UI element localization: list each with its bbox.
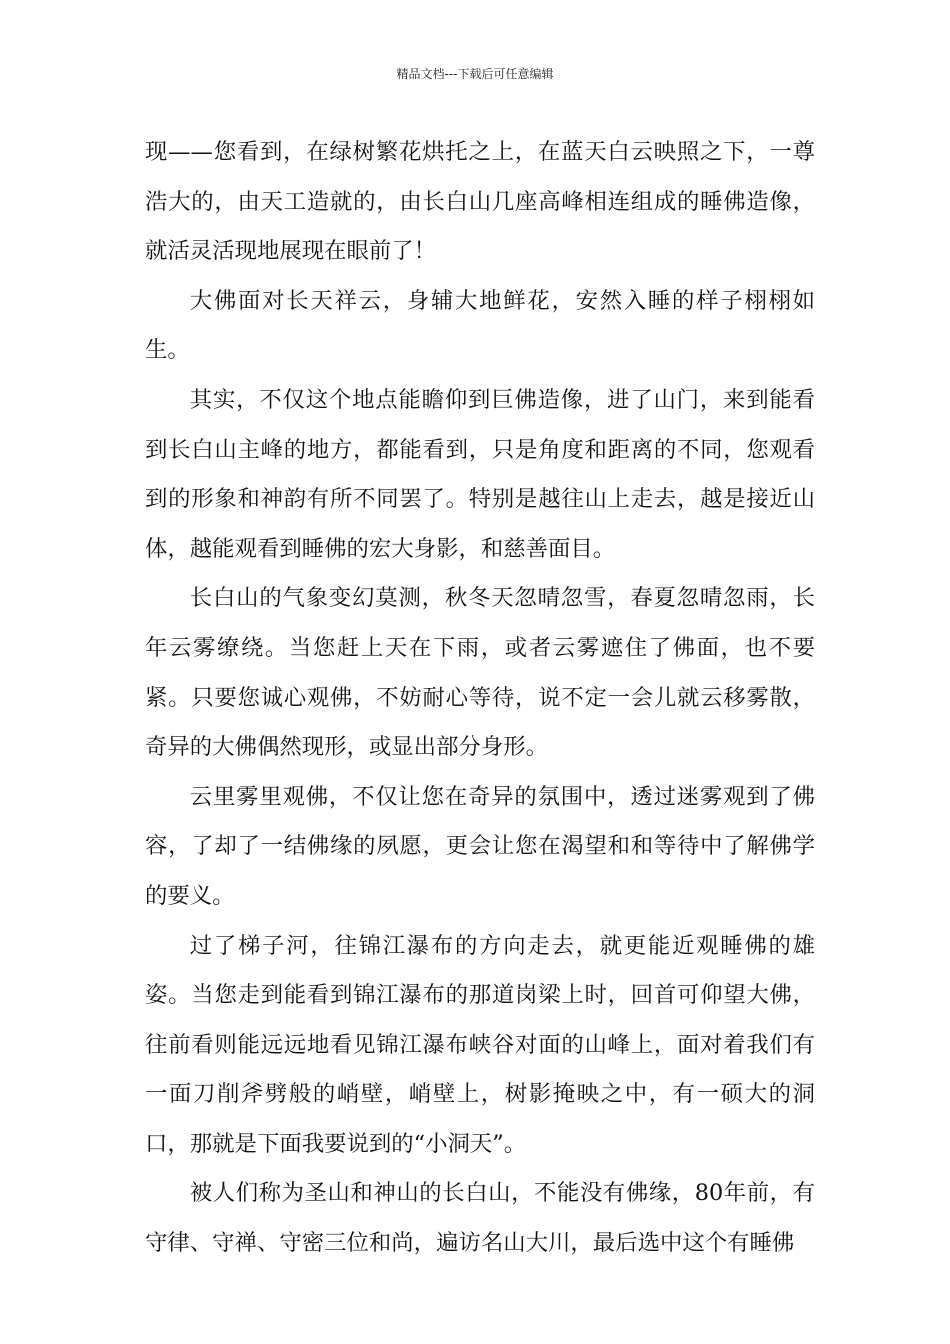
document-body: [145, 128, 815, 1269]
paragraph-4: 长白山的气象变幻莫测，秋冬天忽晴忽雪，春夏忽晴忽雨，长年云雾缭绕。当您赶上天在下雨，或者云雾遮住了佛面，也不要紧。只要您诚心观佛，不妨耐心等待，说不定一会儿就云移雾散，奇异的大佛偶然现形，或显出部分身形。: [145, 585, 815, 761]
paragraph-5: 云里雾里观佛，不仅让您在奇异的氛围中，透过迷雾观到了佛容，了却了一结佛缘的夙愿，更会让您在渴望和和等待中了解佛学的要义。: [145, 783, 815, 909]
paragraph-7: 被人们称为圣山和神山的长白山，不能没有佛缘，80年前，有守律、守禅、守密三位和尚，遍访名山大川，最后选中这个有睡佛: [145, 1180, 815, 1257]
paragraph-6: 过了梯子河，往锦江瀑布的方向走去，就更能近观睡佛的雄姿。当您走到能看到锦江瀑布的那道岗梁上时，回首可仰望大佛，往前看则能远远地看见锦江瀑布峡谷对面的山峰上，面对着我们有一面刀削斧劈般的峭壁，峭壁上，树影掩映之中，有一硕大的洞口，那就是下面我要说到的“小洞天”。: [145, 932, 815, 1157]
page-header: 精品文档---下载后可任意编辑: [396, 67, 554, 81]
paragraph-1: 现——您看到，在绿树繁花烘托之上，在蓝天白云映照之下，一尊浩大的，由天工造就的，由长白山几座高峰相连组成的睡佛造像，就活灵活现地展现在眼前了！: [145, 139, 815, 265]
paragraph-2: 大佛面对长天祥云，身辅大地鲜花，安然入睡的样子栩栩如生。: [145, 287, 815, 364]
paragraph-3: 其实，不仅这个地点能瞻仰到巨佛造像，进了山门，来到能看到长白山主峰的地方，都能看到，只是角度和距离的不同，您观看到的形象和神韵有所不同罢了。特别是越往山上走去，越是接近山体，越能观看到睡佛的宏大身影，和慈善面目。: [145, 386, 815, 562]
